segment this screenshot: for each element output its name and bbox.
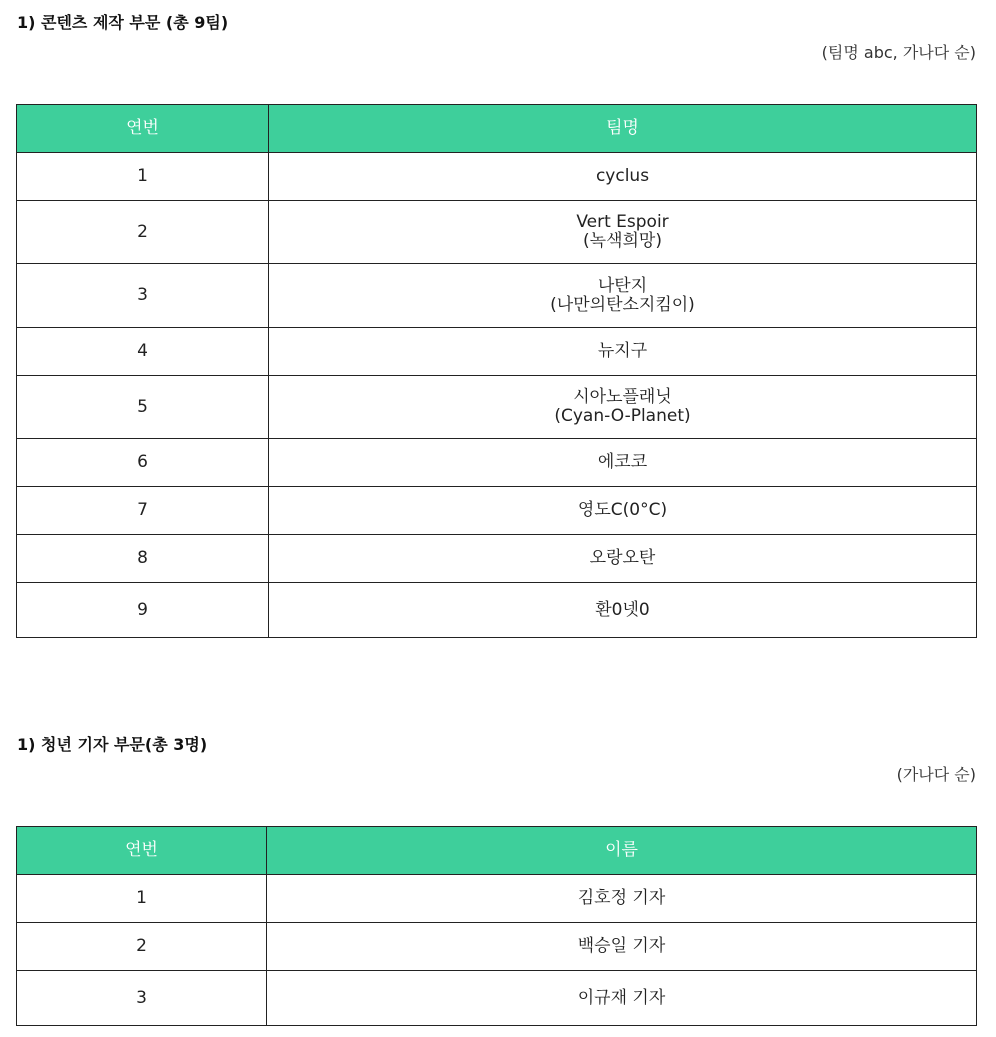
youth-reporter-table	[16, 826, 977, 1026]
team-name: 시아노플래닛	[573, 387, 672, 407]
row-number: 3	[17, 971, 267, 1026]
row-number: 2	[17, 201, 269, 264]
column-header-team-name: 팀명	[269, 105, 977, 153]
team-name: 뉴지구	[269, 328, 977, 376]
reporter-name: 백승일 기자	[267, 923, 977, 971]
table-row	[17, 376, 977, 439]
reporter-name: 김호정 기자	[267, 875, 977, 923]
sort-note-youth-reporter: (가나다 순)	[896, 765, 976, 784]
column-header-name: 이름	[267, 827, 977, 875]
row-number: 4	[17, 328, 269, 376]
reporter-name: 이규재 기자	[267, 971, 977, 1026]
table-header-row	[17, 105, 977, 153]
column-header-number: 연번	[17, 105, 269, 153]
table-row	[17, 923, 977, 971]
team-name: 오랑오탄	[269, 535, 977, 583]
team-name: 영도C(0°C)	[269, 487, 977, 535]
team-name-subtitle: (Cyan-O-Planet)	[554, 406, 691, 426]
team-name: 환0넷0	[269, 583, 977, 638]
row-number: 5	[17, 376, 269, 439]
row-number: 8	[17, 535, 269, 583]
row-number: 7	[17, 487, 269, 535]
table-row	[17, 439, 977, 487]
row-number: 2	[17, 923, 267, 971]
row-number: 6	[17, 439, 269, 487]
team-name: cyclus	[269, 153, 977, 201]
table-row	[17, 328, 977, 376]
table-row	[17, 264, 977, 328]
table-row	[17, 875, 977, 923]
table-row	[17, 487, 977, 535]
table-row	[17, 583, 977, 638]
team-name-cell	[269, 376, 977, 439]
content-production-table	[16, 104, 977, 638]
team-name-cell	[269, 264, 977, 328]
column-header-number: 연번	[17, 827, 267, 875]
row-number: 1	[17, 153, 269, 201]
row-number: 3	[17, 264, 269, 328]
table-row	[17, 153, 977, 201]
team-name-subtitle: (녹색희망)	[583, 231, 662, 251]
table-header-row	[17, 827, 977, 875]
team-name-cell	[269, 201, 977, 264]
team-name-subtitle: (나만의탄소지킴이)	[550, 294, 695, 315]
team-name: 나탄지	[597, 275, 648, 296]
sort-note-content-production: (팀명 abc, 가나다 순)	[821, 43, 976, 62]
team-name: Vert Espoir	[576, 212, 669, 232]
table-row	[17, 535, 977, 583]
row-number: 9	[17, 583, 269, 638]
section-title-content-production: 1) 콘텐츠 제작 부문 (총 9팀)	[17, 13, 229, 32]
table-row	[17, 971, 977, 1026]
row-number: 1	[17, 875, 267, 923]
table-row	[17, 201, 977, 264]
section-title-youth-reporter: 1) 청년 기자 부문(총 3명)	[17, 735, 208, 754]
team-name: 에코코	[269, 439, 977, 487]
